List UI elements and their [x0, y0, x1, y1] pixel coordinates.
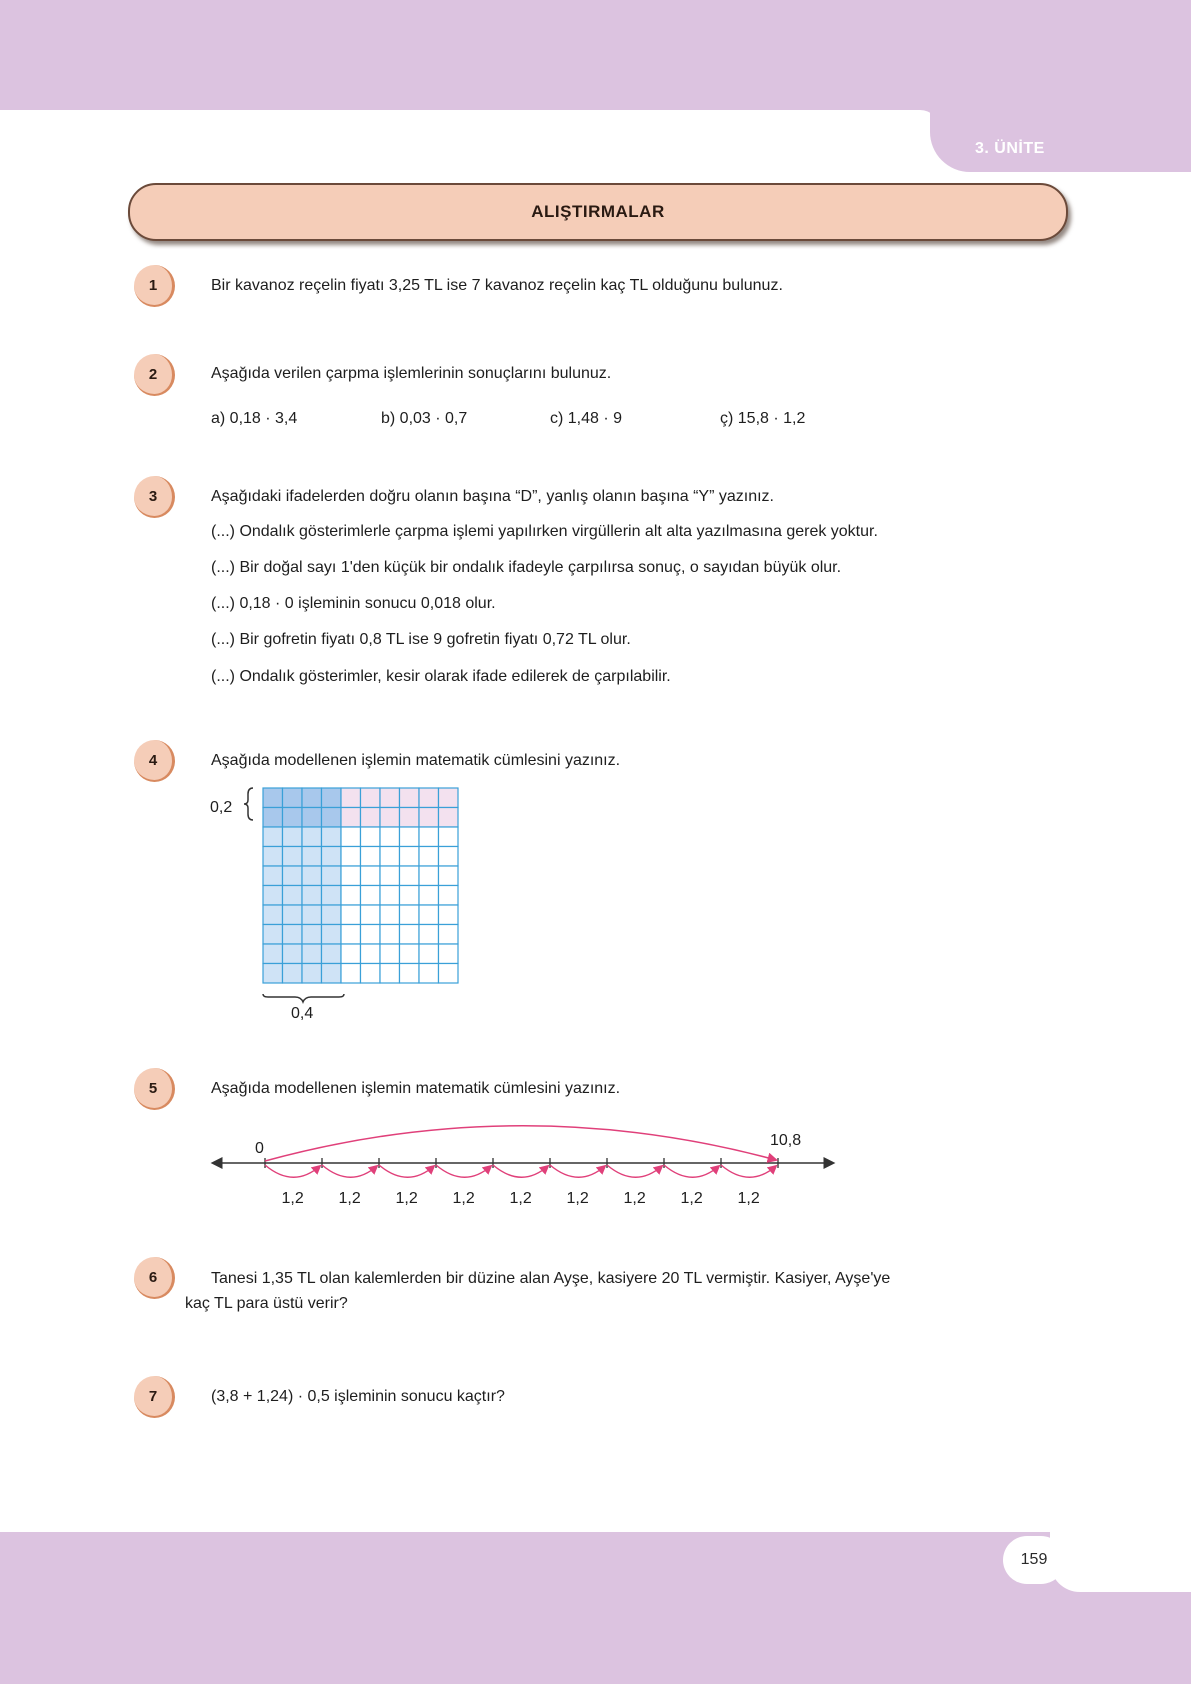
- grid-cell: [400, 964, 420, 984]
- grid-cell: [322, 905, 342, 925]
- grid-cell: [322, 866, 342, 886]
- question-number-4: 4: [134, 740, 175, 782]
- grid-cell: [322, 925, 342, 945]
- hop-step-label: 1,2: [680, 1190, 703, 1207]
- grid-cell: [419, 847, 439, 867]
- grid-cell: [361, 905, 381, 925]
- grid-cell: [302, 827, 322, 847]
- grid-cell: [439, 788, 459, 808]
- page-title: ALIŞTIRMALAR: [531, 202, 665, 221]
- question-2-option-a: a) 0,18 · 3,4: [211, 410, 298, 427]
- hop-arc: [607, 1165, 662, 1177]
- grid-cell: [322, 827, 342, 847]
- grid-cell: [341, 905, 361, 925]
- grid-cell: [400, 866, 420, 886]
- hop-arc: [550, 1165, 605, 1177]
- grid-cell: [263, 964, 283, 984]
- question-number-6: 6: [134, 1257, 175, 1299]
- grid-cell: [341, 847, 361, 867]
- grid-cell: [263, 905, 283, 925]
- grid-cell: [380, 925, 400, 945]
- grid-cell: [283, 944, 303, 964]
- question-number-1: 1: [134, 265, 175, 307]
- grid-cell: [283, 866, 303, 886]
- grid-cell: [283, 788, 303, 808]
- grid-cell: [400, 808, 420, 828]
- grid-cell: [400, 925, 420, 945]
- question-5-text: Aşağıda modellenen işlemin matematik cümlesini yazınız.: [211, 1080, 621, 1097]
- grid-cell: [263, 847, 283, 867]
- hop-step-label: 1,2: [281, 1190, 304, 1207]
- grid-cell: [439, 905, 459, 925]
- grid-cell: [380, 886, 400, 906]
- grid-cell: [302, 847, 322, 867]
- top-band: [0, 0, 1191, 125]
- grid-cell: [419, 827, 439, 847]
- question-number-7: 7: [134, 1376, 175, 1418]
- grid-cell: [302, 788, 322, 808]
- number-line-end-label: 10,8: [770, 1132, 802, 1149]
- grid-cell: [322, 886, 342, 906]
- grid-cells: [263, 788, 458, 983]
- question-number-3: 3: [134, 476, 175, 518]
- grid-cell: [283, 925, 303, 945]
- grid-cell: [302, 944, 322, 964]
- hop-arc: [379, 1165, 434, 1177]
- grid-cell: [361, 866, 381, 886]
- column-brace: [263, 994, 344, 1002]
- question-7-text: (3,8 + 1,24) · 0,5 işleminin sonucu kaçtır?: [211, 1388, 505, 1405]
- grid-cell: [361, 886, 381, 906]
- hop-step-label: 1,2: [737, 1190, 760, 1207]
- grid-cell: [380, 788, 400, 808]
- hop-step-label: 1,2: [338, 1190, 361, 1207]
- grid-cell: [439, 964, 459, 984]
- grid-cell: [380, 905, 400, 925]
- unit-tab: [930, 110, 1191, 172]
- grid-cell: [361, 944, 381, 964]
- number-line-model: [205, 1120, 845, 1220]
- grid-cell: [400, 827, 420, 847]
- grid-cell: [361, 827, 381, 847]
- grid-cell: [419, 905, 439, 925]
- question-6-line-2: kaç TL para üstü verir?: [185, 1295, 348, 1312]
- grid-cell: [439, 847, 459, 867]
- grid-cell: [341, 827, 361, 847]
- grid-cell: [400, 788, 420, 808]
- question-3-statement-2: (...) Bir doğal sayı 1'den küçük bir ondalık ifadeyle çarpılırsa sonuç, o sayıdan büyük olur.: [211, 559, 842, 576]
- grid-cell: [322, 944, 342, 964]
- question-3-statement-5: (...) Ondalık gösterimler, kesir olarak ifade edilerek de çarpılabilir.: [211, 668, 671, 685]
- number-line-start-label: 0: [255, 1140, 264, 1157]
- page-number: 159: [1003, 1536, 1065, 1584]
- grid-cell: [380, 808, 400, 828]
- grid-cell: [302, 905, 322, 925]
- grid-cell: [341, 944, 361, 964]
- grid-cell: [283, 847, 303, 867]
- total-jump-arc: [265, 1126, 776, 1161]
- grid-cell: [263, 866, 283, 886]
- question-3-statement-3: (...) 0,18 · 0 işleminin sonucu 0,018 olur.: [211, 595, 496, 612]
- grid-cell: [302, 808, 322, 828]
- question-4-text: Aşağıda modellenen işlemin matematik cümlesini yazınız.: [211, 752, 621, 769]
- grid-cell: [322, 788, 342, 808]
- hop-step-label: 1,2: [623, 1190, 646, 1207]
- grid-cell: [263, 808, 283, 828]
- question-number-2: 2: [134, 354, 175, 396]
- question-3-statement-1: (...) Ondalık gösterimlerle çarpma işlemi yapılırken virgüllerin alt alta yazılmasına gerek yoktur.: [211, 523, 878, 540]
- hop-step-label: 1,2: [509, 1190, 532, 1207]
- grid-cell: [419, 866, 439, 886]
- grid-cell: [302, 866, 322, 886]
- hop-step-label: 1,2: [566, 1190, 589, 1207]
- number-line-hops: [265, 1165, 776, 1177]
- hop-arc: [721, 1165, 776, 1177]
- grid-cell: [263, 827, 283, 847]
- grid-cell: [439, 866, 459, 886]
- grid-cell: [380, 866, 400, 886]
- hop-arc: [493, 1165, 548, 1177]
- grid-cell: [322, 847, 342, 867]
- grid-cell: [400, 944, 420, 964]
- grid-cell: [341, 866, 361, 886]
- grid-cell: [361, 847, 381, 867]
- number-line-step-labels: [282, 1190, 760, 1207]
- grid-cell: [419, 808, 439, 828]
- grid-cell: [341, 964, 361, 984]
- grid-cell: [419, 925, 439, 945]
- question-3-text: Aşağıdaki ifadelerden doğru olanın başına “D”, yanlış olanın başına “Y” yazınız.: [211, 488, 774, 505]
- grid-cell: [341, 788, 361, 808]
- grid-cell: [302, 964, 322, 984]
- page-corner: [0, 110, 940, 130]
- grid-cell: [263, 944, 283, 964]
- grid-cell: [283, 827, 303, 847]
- question-6-line-1: Tanesi 1,35 TL olan kalemlerden bir düzine alan Ayşe, kasiyere 20 TL vermiştir. Kasiyer, Ayşe'ye: [211, 1270, 891, 1287]
- grid-cell: [302, 925, 322, 945]
- question-3-statement-4: (...) Bir gofretin fiyatı 0,8 TL ise 9 gofretin fiyatı 0,72 TL olur.: [211, 631, 631, 648]
- hop-step-label: 1,2: [395, 1190, 418, 1207]
- grid-cell: [439, 925, 459, 945]
- question-number-5: 5: [134, 1068, 175, 1110]
- grid-cell: [283, 808, 303, 828]
- hop-arc: [664, 1165, 719, 1177]
- grid-cell: [400, 886, 420, 906]
- grid-cell: [283, 905, 303, 925]
- question-2-option-b: b) 0,03 · 0,7: [381, 410, 468, 427]
- row-brace: [244, 788, 253, 820]
- hop-arc: [265, 1165, 320, 1177]
- page-tab: [1050, 1532, 1191, 1592]
- grid-cell: [263, 925, 283, 945]
- grid-cell: [419, 886, 439, 906]
- grid-cell: [439, 944, 459, 964]
- grid-cell: [302, 886, 322, 906]
- grid-cell: [400, 847, 420, 867]
- unit-label: 3. ÜNİTE: [975, 140, 1045, 157]
- grid-cell: [419, 788, 439, 808]
- grid-cell: [283, 964, 303, 984]
- grid-cell: [322, 808, 342, 828]
- grid-cell: [419, 964, 439, 984]
- grid-cell: [341, 925, 361, 945]
- grid-cell: [380, 827, 400, 847]
- grid-cell: [361, 964, 381, 984]
- grid-cell: [263, 788, 283, 808]
- hop-arc: [322, 1165, 377, 1177]
- grid-cell: [400, 905, 420, 925]
- grid-cell: [322, 964, 342, 984]
- grid-cell: [361, 808, 381, 828]
- grid-cell: [439, 886, 459, 906]
- grid-cell: [380, 847, 400, 867]
- question-2-option-d: ç) 15,8 · 1,2: [720, 410, 806, 427]
- question-2-text: Aşağıda verilen çarpma işlemlerinin sonuçlarını bulunuz.: [211, 365, 612, 382]
- grid-cell: [361, 925, 381, 945]
- grid-column-label: 0,4: [291, 1005, 314, 1022]
- grid-cell: [380, 964, 400, 984]
- grid-cell: [283, 886, 303, 906]
- hop-arc: [436, 1165, 491, 1177]
- grid-row-label: 0,2: [210, 799, 233, 816]
- decimal-grid-model: [205, 780, 475, 1030]
- question-2-option-c: c) 1,48 · 9: [550, 410, 623, 427]
- grid-cell: [341, 886, 361, 906]
- grid-cell: [361, 788, 381, 808]
- grid-cell: [380, 944, 400, 964]
- hop-step-label: 1,2: [452, 1190, 475, 1207]
- grid-cell: [439, 808, 459, 828]
- question-1-text: Bir kavanoz reçelin fiyatı 3,25 TL ise 7 kavanoz reçelin kaç TL olduğunu bulunuz.: [211, 277, 783, 294]
- grid-cell: [263, 886, 283, 906]
- grid-cell: [439, 827, 459, 847]
- grid-cell: [341, 808, 361, 828]
- title-banner: [128, 183, 1068, 241]
- grid-cell: [419, 944, 439, 964]
